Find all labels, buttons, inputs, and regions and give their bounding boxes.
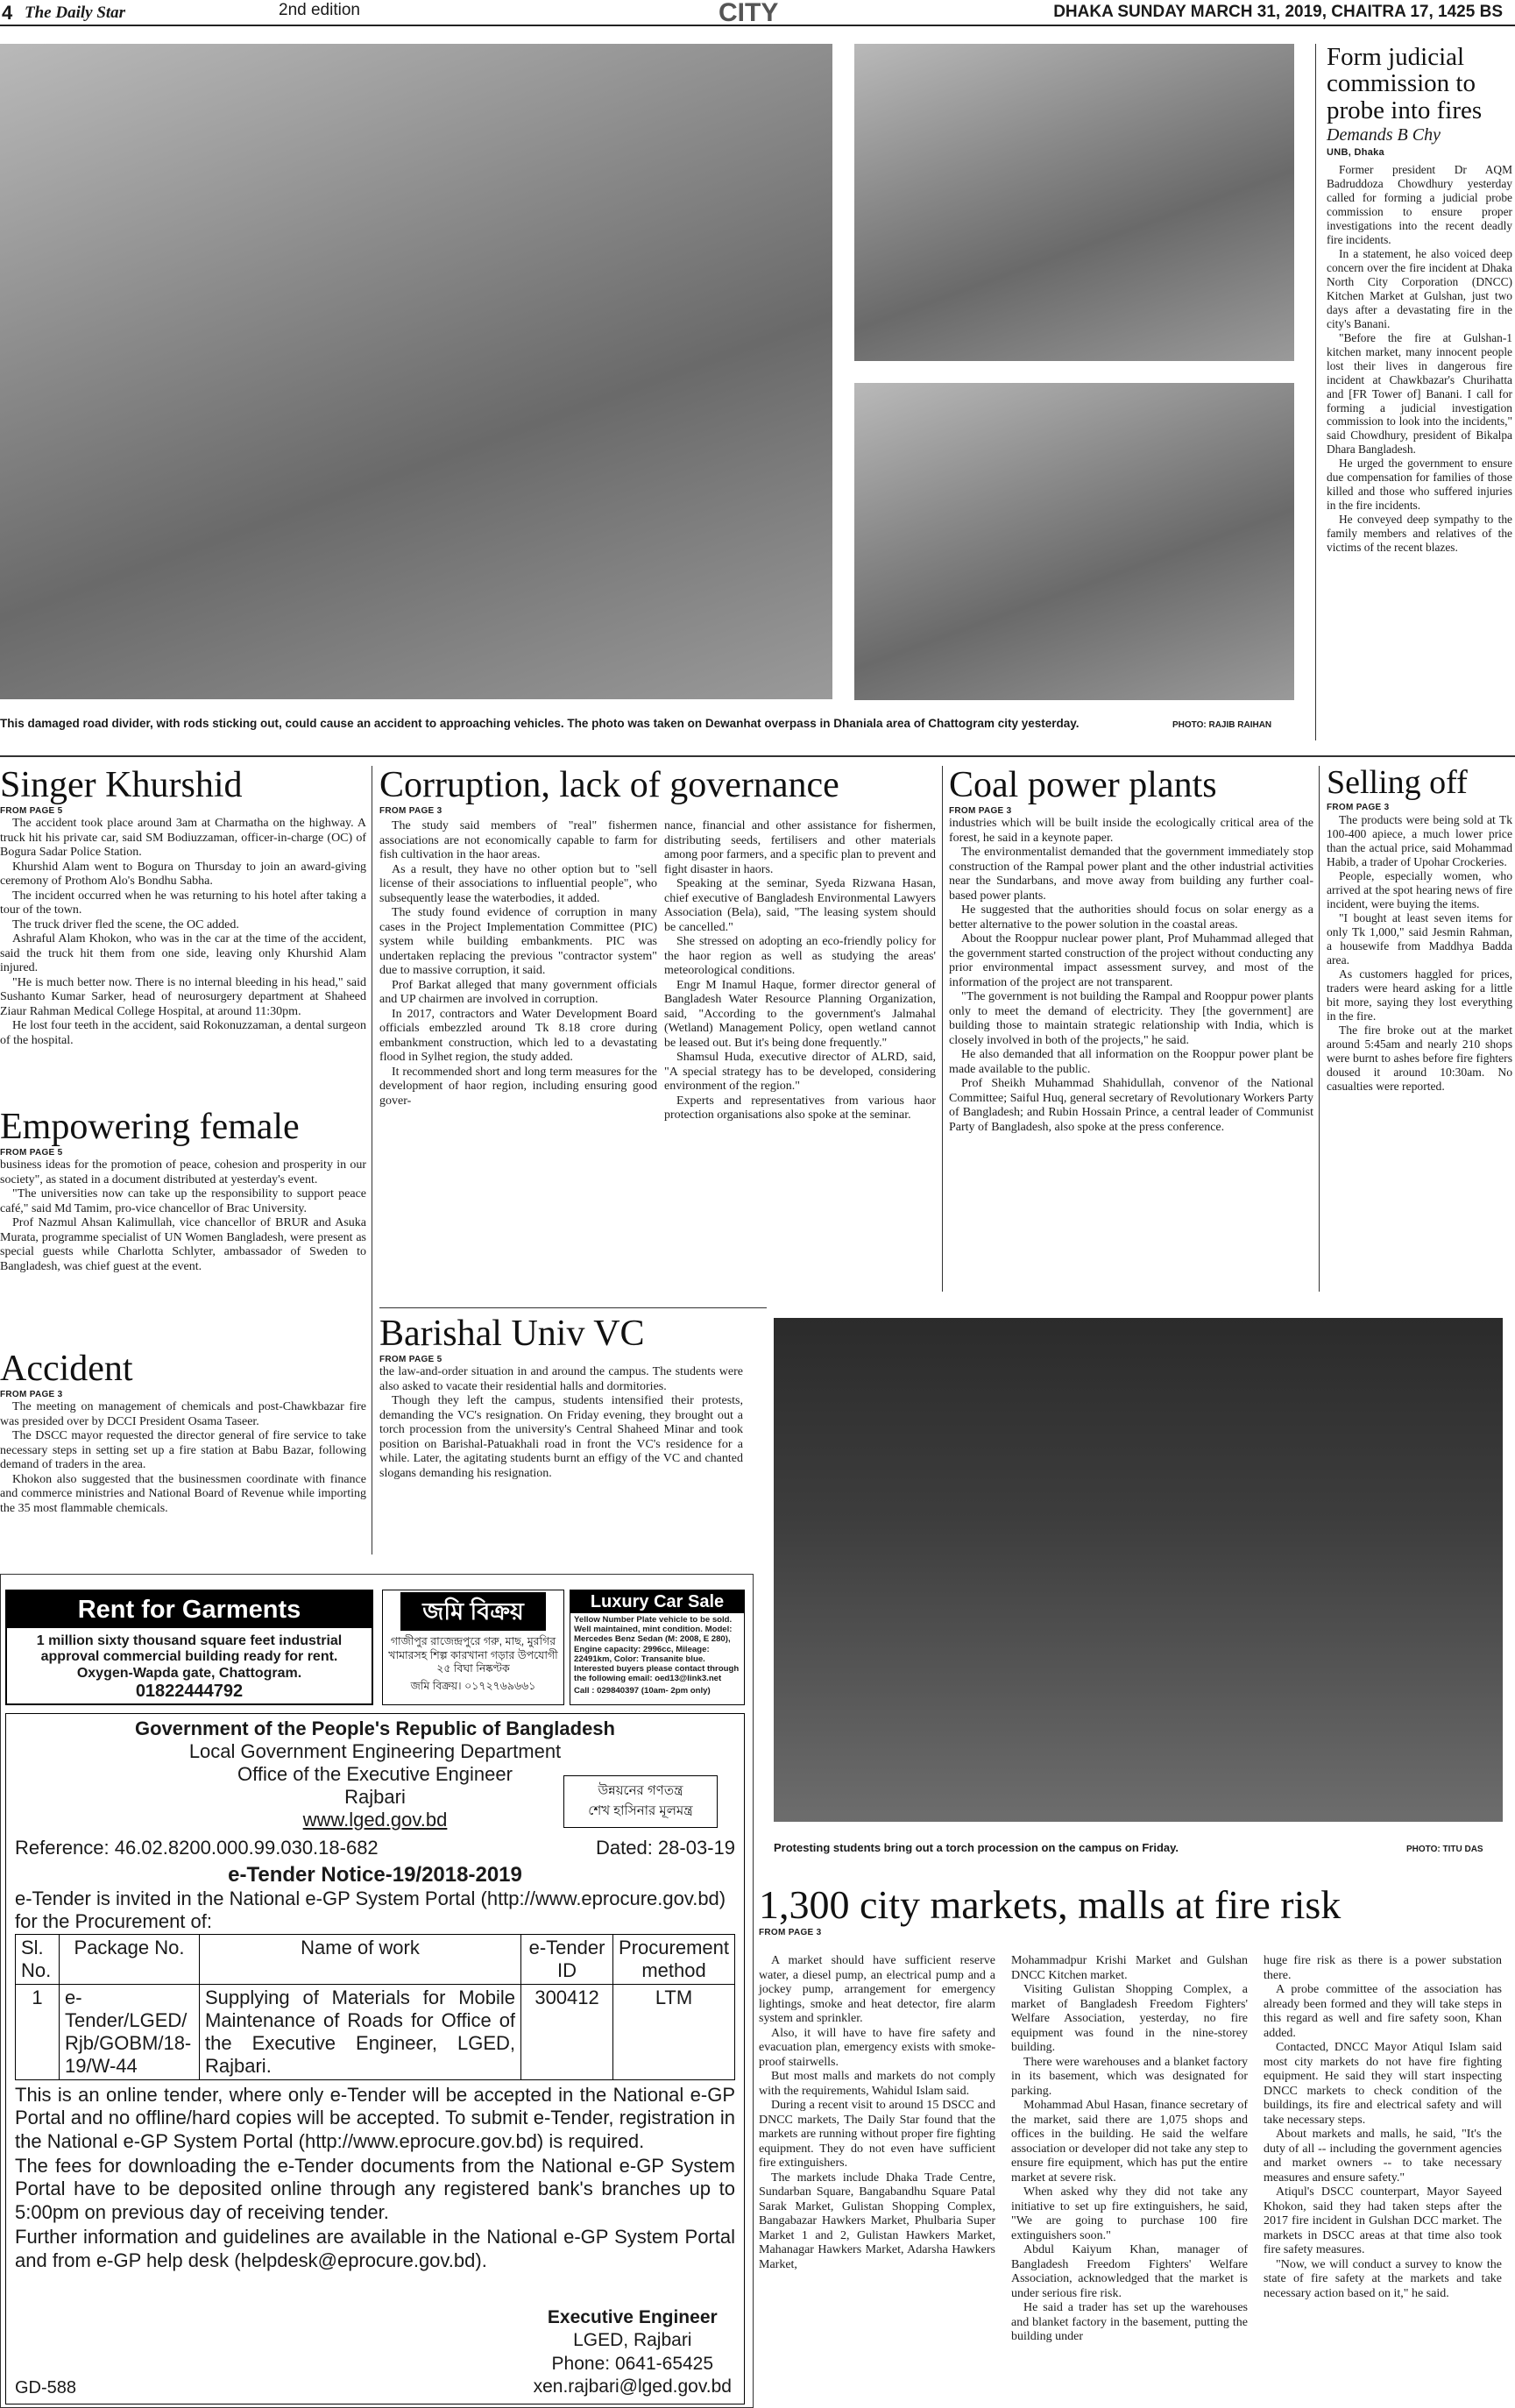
tender-signature — [534, 2306, 732, 2398]
markets-col-1 — [759, 1954, 995, 2272]
barishal-headline: Barishal Univ VC — [379, 1314, 645, 1354]
selling-headline: Selling off — [1327, 764, 1468, 801]
barishal-story — [379, 1314, 743, 1481]
land-sale-ad — [382, 1590, 564, 1705]
coal-body — [949, 817, 1313, 1135]
tender-table-wrap — [6, 1934, 744, 2080]
cell-method: LTM — [613, 1984, 735, 2079]
paragraph: "He is much better now. There is no internal bleeding in his head," said Sushanto Kumar Sarker, head of neurosurgery department at Shaheed Ziaur Rahman Medical College Hospital, at around 11:30pm. — [0, 975, 366, 1018]
cell-work: Supplying of Materials for Mobile Maintenance of Roads for Office of the Executive Engineer, LGED, Rajbari. — [200, 1984, 521, 2079]
paragraph: There were warehouses and a blanket factory in its basement, which was designated for parking. — [1011, 2055, 1248, 2098]
paragraph: "Now, we will conduct a survey to know the state of fire safety at the markets and take necessary action based on it," he said. — [1264, 2257, 1502, 2300]
selling-body — [1327, 813, 1512, 1094]
tender-para-2: The fees for downloading the e-Tender documents from the National e-GP System Portal have to be deposited online through any registered bank's branches up to 5:00pm on previous day of receiving tender. — [15, 2154, 735, 2223]
col-work: Name of work — [200, 1934, 521, 1984]
cell-tender-id: 300412 — [521, 1984, 613, 2079]
col-sl: Sl. No. — [16, 1934, 60, 1984]
paragraph: A probe committee of the association has already been formed and they will take steps in this regard as well and fire safety soon, Khan added. — [1264, 1983, 1502, 2040]
tender-para-1: This is an online tender, where only e-Tender will be accepted in the National e-GP Portal and no offline/hard copies will be accepted. To submit e-Tender, registration in the National e-GP System Portal (http://www.eprocure.gov.bd) is required. — [15, 2083, 735, 2152]
judicial-subhead: Demands B Chy — [1327, 125, 1441, 145]
paragraph: The environmentalist demanded that the government immediately stop construction of the Rampal power plant and the other industrial activities near the Sundarbans, and move away from building any further coal-based power plants. — [949, 846, 1313, 903]
paragraph: The products were being sold at Tk 100-400 apiece, a much lower price than the actual price, said Mohammad Habib, a trader of Upohar Crockeries. — [1327, 812, 1512, 868]
paragraph: As customers haggled for prices, traders were heard asking for a little bit more, saying they lost everything in the fire. — [1327, 967, 1512, 1023]
judicial-body — [1327, 163, 1512, 555]
sign-phone: Phone: 0641-65425 — [551, 2353, 714, 2374]
paragraph: Mohammad Abul Hasan, finance secretary of the market, said there are 1,075 shops and offices in the building. He said the welfare association or developer did not take any step to ensure fire equipment, which has put the entire market at severe risk. — [1011, 2099, 1248, 2185]
column-divider — [1315, 44, 1316, 740]
markets-story — [759, 1884, 1512, 1938]
paragraph: A market should have sufficient reserve water, a diesel pump, an electrical pump and a jockey pump, arrangement for emergency lightings, smoke and heat detector, fire alarm system and sprinkler. — [759, 1954, 995, 2026]
col-method: Procurement method — [613, 1934, 735, 1984]
accident-headline: Accident — [0, 1349, 133, 1389]
paragraph: Though they left the campus, students intensified their protests, demanding the VC's resignation. On Friday evening, they brought out a torch procession from the university's Central Shaheed Minar and took position on Barishal-Patuakhali road in front the VC's residence for a while. Later, the agitating students burnt an effigy of the VC and chanted slogans demanding his resignation. — [379, 1394, 743, 1480]
tender-gd-number: GD-588 — [15, 2378, 77, 2397]
slogan-line: শেখ হাসিনার মূলমন্ত্র — [588, 1802, 693, 1818]
story-source: FROM PAGE 3 — [949, 806, 1012, 817]
tender-reference: Reference: 46.02.8200.000.99.030.18-682 — [15, 1837, 379, 1859]
judicial-headline: Form judicial commission to probe into fires — [1327, 43, 1483, 124]
top-photo-caption: This damaged road divider, with rods sticking out, could cause an accident to approaching vehicles. The photo was taken on Dewanhat overpass in Dhaniala area of Chattogram city yesterday. — [0, 717, 1080, 730]
markets-col-2 — [1011, 1954, 1248, 2345]
corruption-story — [379, 766, 951, 817]
accident-story — [0, 1349, 366, 1516]
tender-place: Rajbari — [344, 1786, 406, 1808]
story-source: FROM PAGE 3 — [1327, 802, 1390, 812]
horizontal-divider — [0, 755, 1515, 757]
paragraph: The fire broke out at the market around 5:45am and nearly 210 shops were burnt to ashes before fire fighters doused it around 10:30am. No casualties were reported. — [1327, 1023, 1512, 1094]
paragraph: Visiting Gulistan Shopping Complex, a market of Bangladesh Freedom Fighters' Welfare Association, yesterday, no fire equipment was found in the nine-storey building. — [1011, 1983, 1248, 2055]
col-package: Package No. — [60, 1934, 200, 1984]
coal-headline: Coal power plants — [949, 765, 1217, 805]
tender-office: Office of the Executive Engineer — [237, 1763, 513, 1785]
paragraph: The accident took place around 3am at Charmatha on the highway. A truck hit his private car, said SM Bodiuzzaman, officer-in-charge (OC) of Bogura Sadar Police Station. — [0, 817, 366, 860]
paragraph: Engr M Inamul Haque, former director general of Bangladesh Water Resource Planning Organization, said, "According to the government's Jalmahal (Wetland) Management Policy, open wetland cannot be leased out. But it's being done frequently." — [664, 978, 936, 1050]
paragraph: "Before the fire at Gulshan-1 kitchen market, many innocent people lost their lives in dangerous fire incident at Chawkbazar's Churihatta and [FR Tower of] Banani. I call for forming a judicial investigation commission to look into the incidents," said Chowdhury, president of Bikalpa Dhara Bangladesh. — [1327, 330, 1512, 457]
paragraph: People, especially women, who arrived at the spot hearing news of fire incident, were buying the items. — [1327, 869, 1512, 911]
paragraph: the law-and-order situation in and around the campus. The students were also asked to vacate their residential halls and dormitories. — [379, 1365, 743, 1393]
empowering-body — [0, 1158, 366, 1274]
paragraph: In 2017, contractors and Water Development Board officials embezzled around Tk 8.18 crore during embankment construction, which led to a devastating flood in Sylhet region, the study added. — [379, 1007, 657, 1065]
story-source: FROM PAGE 5 — [379, 1355, 442, 1365]
paragraph: "I bought at least seven items for only Tk 1,000," said Jesmin Rahman, a housewife from Maddhya Badda area. — [1327, 911, 1512, 967]
masthead — [0, 0, 1515, 26]
story-source: FROM PAGE 3 — [759, 1928, 822, 1938]
paragraph: Khurshid Alam went to Bogura on Thursday to join an award-giving ceremony of Prothom Alo's Bondhu Sabha. — [0, 860, 366, 889]
table-header-row — [16, 1934, 735, 1984]
torch-photo-caption: Protesting students bring out a torch procession on the campus on Friday. — [774, 1841, 1179, 1854]
paragraph: Prof Sheikh Muhammad Shahidullah, convenor of the National Committee; Saiful Huq, general secretary of Revolutionary Workers Party of Bangladesh; and Rubin Hossain Prince, a central leader of Communist Party of Bangladesh, also spoke at the press conference. — [949, 1077, 1313, 1134]
car-ad-call: Call : 029840397 (10am- 2pm only) — [574, 1685, 711, 1696]
car-ad-title: Luxury Car Sale — [570, 1590, 744, 1613]
paragraph: In a statement, he also voiced deep concern over the fire incident at Dhaka North City Corporation (DNCC) Kitchen Market at Gulshan, just two days after a devastating fire in the city's Banani. — [1327, 247, 1512, 330]
tender-para-3: Further information and guidelines are available in the National e-GP System Portal and from e-GP help desk (helpdesk@eprocure.gov.bd). — [15, 2226, 735, 2271]
rent-ad-text: 1 million sixty thousand square feet industrial approval commercial building ready for rent. Oxygen-Wapda gate, Chattogram. — [36, 1633, 343, 1681]
paragraph: As a result, they have no other option but to "sell license of their associations to influential people", who subsequently lease the waterbodies, it added. — [379, 862, 657, 905]
corruption-col-1 — [379, 819, 657, 1108]
paragraph: Experts and representatives from various haor protection organisations also spoke at the seminar. — [664, 1094, 936, 1123]
paragraph: Prof Nazmul Ahsan Kalimullah, vice chancellor of BRUR and Asuka Murata, programme specialist of UN Women Bangladesh, were present as special guests while Charlotta Schlyter, ambassador of Sweden to Bangladesh, was chief guest at the event. — [0, 1216, 366, 1273]
paragraph: He lost four teeth in the accident, said Rokonuzzaman, a dental surgeon of the hospital. — [0, 1019, 366, 1047]
khurshid-story — [0, 766, 366, 1048]
coal-story — [949, 766, 1313, 1135]
judicial-dateline: UNB, Dhaka — [1327, 147, 1384, 159]
paragraph: It recommended short and long term measures for the development of haor region, including ensuring good gover- — [379, 1065, 657, 1108]
cell-sl: 1 — [16, 1984, 60, 2079]
corruption-col-2 — [664, 819, 936, 1123]
story-source: FROM PAGE 3 — [0, 1390, 63, 1400]
tender-ref-row — [6, 1831, 744, 1859]
paragraph: Mohammadpur Krishi Market and Gulshan DNCC Kitchen market. — [1011, 1954, 1248, 1982]
section-title: CITY — [719, 0, 779, 27]
accident-body — [0, 1400, 366, 1516]
paragraph: But most malls and markets do not comply with the requirements, Wahidul Islam said. — [759, 2070, 995, 2098]
paragraph: He suggested that the authorities should focus on solar energy as a better alternative to the power solution in the coastal areas. — [949, 903, 1313, 931]
car-sale-ad — [570, 1590, 745, 1705]
land-ad-text: গাজীপুর রাজেন্দ্রপুরে গরু, মাছ, মুরগির খামারসহ শিল্প কারখানা গড়ার উপযোগী ২৫ বিঘা নিষ্কণ্টক — [388, 1635, 558, 1675]
tender-notice-title: e-Tender Notice-19/2018-2019 — [228, 1863, 522, 1887]
tender-notice — [5, 1713, 745, 2404]
sign-email: xen.rajbari@lged.gov.bd — [533, 2376, 732, 2397]
slogan-line: উন্নয়নের গণতন্ত্র — [598, 1783, 683, 1798]
horizontal-divider — [379, 1307, 767, 1308]
story-source: FROM PAGE 5 — [0, 806, 63, 817]
torch-procession-photo — [774, 1318, 1503, 1822]
paragraph: About markets and malls, he said, "It's the duty of all -- including the government agencies and market owners -- to take necessary measures and ensure safety." — [1264, 2128, 1502, 2185]
story-source: FROM PAGE 5 — [0, 1148, 63, 1158]
table-row — [16, 1984, 735, 2079]
paragraph: During a recent visit to around 15 DSCC and DNCC markets, The Daily Star found that the markets are running without proper fire fighting equipment. They do not even have sufficient fire extinguishers. — [759, 2099, 995, 2171]
sign-title: Executive Engineer — [547, 2307, 718, 2327]
car-ad-text: Yellow Number Plate vehicle to be sold. Well maintained, mint condition. Model: Mercedes Benz Sedan (M: 2008, E 280), Engine capacity: 2996cc, Mileage: 22491km, Color: Transanite blue. Interested buyers please contact through the following email: oed13@link3.net — [574, 1615, 740, 1684]
rent-ad — [5, 1590, 373, 1705]
paragraph: Prof Barkat alleged that many government officials and UP chairmen are involved in corruption. — [379, 978, 657, 1007]
barishal-body — [379, 1365, 743, 1481]
khurshid-body — [0, 817, 366, 1048]
tender-gov: Government of the People's Republic of Bangladesh — [135, 1717, 615, 1739]
paragraph: He conveyed deep sympathy to the family members and relatives of the victims of the recent blazes. — [1327, 513, 1512, 555]
paragraph: Former president Dr AQM Badruddoza Chowdhury yesterday called for forming a judicial probe commission to ensure proper investigations into the recent deadly fire incidents. — [1327, 163, 1512, 247]
paragraph: The study said members of "real" fishermen associations are not economically capable to farm for fish cultivation in the haor areas. — [379, 819, 657, 862]
tender-dept: Local Government Engineering Department — [188, 1740, 562, 1762]
tender-intro: e-Tender is invited in the National e-GP System Portal (http://www.eprocure.gov.bd) for the Procurement of: — [15, 1887, 726, 1933]
paragraph: industries which will be built inside the ecologically critical area of the forest, he said in a keynote paper. — [949, 817, 1313, 845]
paragraph: He also demanded that all information on the Rooppur power plant be made available to the public. — [949, 1048, 1313, 1076]
sign-org: LGED, Rajbari — [573, 2330, 692, 2351]
paragraph: When asked why they did not take any initiative to set up fire extinguishers, he said, "We are going to purchase 100 fire extinguishers soon." — [1011, 2185, 1248, 2242]
column-divider — [1319, 766, 1320, 1292]
page-number: 4 — [2, 2, 13, 24]
empowering-story — [0, 1108, 366, 1274]
paragraph: The truck driver fled the scene, the OC added. — [12, 917, 239, 931]
judicial-story — [1327, 44, 1512, 555]
paragraph: Ashraful Alam Khokon, who was in the car at the time of the accident, said the truck hit them from one side, leaving only Khurshid Alam injured. — [0, 932, 366, 975]
rent-ad-phone: 01822444792 — [135, 1682, 244, 1702]
paragraph: Khokon also suggested that the businessmen coordinate with finance and commerce ministries and National Board of Revenue while importing the 35 most flammable chemicals. — [0, 1472, 366, 1515]
paragraph: "The government is not building the Rampal and Rooppur power plants only to meet the demand of electricity. They [the government] are building those to maintain strategic relationship with India, which is closely involved in both of the projects," he said. — [949, 990, 1313, 1047]
land-ad-title: জমি বিক্রয় — [400, 1592, 546, 1631]
paragraph: Shamsul Huda, executive director of ALRD, said, "A special strategy has to be developed, considering environment of the region." — [664, 1051, 936, 1094]
land-ad-contact: জমি বিক্রয়। ০১৭২৭৬৯৬৬১ — [410, 1679, 536, 1692]
paragraph: The study found evidence of corruption in many cases in the Project Implementation Committee (PIC) system while building embankments. PIC was undertaken replacing the previous "contractor system" due to massive corruption, it said. — [379, 906, 657, 978]
torch-photo-credit: PHOTO: TITU DAS — [1406, 1845, 1483, 1854]
paragraph: The DSCC mayor requested the director general of fire service to take necessary steps in setting set up a fire station at Babu Bazar, following demand of traders in the area. — [0, 1429, 366, 1472]
paragraph: She stressed on adopting an eco-friendly policy for the haor region as well as studying the areas' meteorological conditions. — [664, 935, 936, 978]
paragraph: Also, it will have to have fire safety and evacuation plan, emergency exists with smoke-proof stairwells. — [759, 2026, 995, 2069]
tender-slogan-box — [563, 1775, 718, 1828]
top-photo-credit: PHOTO: RAJIB RAIHAN — [1172, 720, 1272, 730]
paragraph: Speaking at the seminar, Syeda Rizwana Hasan, chief executive of Bangladesh Environmental Lawyers Association (Bela), said, "The leasing system should be cancelled." — [664, 877, 936, 934]
paragraph: Abdul Kaiyum Khan, manager of Bangladesh Freedom Fighters' Welfare Association, acknowledged that the market is under serious fire risk. — [1011, 2243, 1248, 2300]
selling-story — [1327, 766, 1512, 1094]
khurshid-headline: Singer Khurshid — [0, 765, 243, 805]
paragraph: About the Rooppur nuclear power plant, Prof Muhammad alleged that the government started construction of the project without conducting any prior environmental impact assessment survey, and most of the information of the project are not transparent. — [949, 932, 1313, 989]
paragraph: "The universities now can take up the responsibility to support peace café," said Md Tamim, pro-vice chancellor of Brac University. — [0, 1187, 366, 1215]
road-divider-photo-top-right — [854, 44, 1294, 361]
col-tender-id: e-Tender ID — [521, 1934, 613, 1984]
road-divider-photo-main — [0, 44, 832, 699]
rent-ad-title: Rent for Garments — [7, 1591, 372, 1628]
road-divider-photo-bottom-right — [854, 383, 1294, 700]
paragraph: The markets include Dhaka Trade Centre, Sundarban Square, Bangabandhu Square Patal Sarak Market, Gulistan Shopping Complex, Bangabazar Hawkers Market, Phulbaria Super Market 1 and 2, Gulistan Hawkers Market, Mahanagar Hawkers Market, Adarsha Hawkers Market, — [759, 2171, 995, 2271]
column-divider — [942, 766, 943, 1292]
paragraph: Atiqul's DSCC counterpart, Mayor Sayeed Khokon, said they had taken steps after the 2017 fire incident in Gulshan DCC market. The markets in DSCC areas at that time also took fire safety measures. — [1264, 2185, 1502, 2257]
markets-headline: 1,300 city markets, malls at fire risk — [759, 1882, 1342, 1927]
edition-label: 2nd edition — [279, 1, 360, 19]
empowering-headline: Empowering female — [0, 1107, 300, 1147]
corruption-headline: Corruption, lack of governance — [379, 765, 839, 805]
paragraph: He said a trader has set up the warehouses and blanket factory in the basement, putting the building under — [1011, 2301, 1248, 2344]
paper-name: The Daily Star — [25, 4, 126, 22]
paragraph: The meeting on management of chemicals and post-Chawkbazar fire was presided over by DCCI President Osama Taseer. — [0, 1400, 366, 1428]
paragraph: business ideas for the promotion of peace, cohesion and prosperity in our society", as stated in a document distributed at yesterday's event. — [0, 1158, 366, 1186]
cell-package: e-Tender/LGED/ Rjb/GOBM/18- 19/W-44 — [60, 1984, 200, 2079]
paragraph: nance, financial and other assistance for fishermen, distributing seeds, fertilisers and other materials among poor farmers, and a specific plan to prevent and fight disaster in haors. — [664, 819, 936, 876]
tender-table — [15, 1934, 735, 2080]
paragraph: Contacted, DNCC Mayor Atiqul Islam said most city markets do not have fire fighting equipment. He said they will start inspecting DNCC markets to check condition of the buildings, its fire and electrical safety and will take necessary steps. — [1264, 2041, 1502, 2127]
markets-col-3 — [1264, 1954, 1502, 2301]
story-source: FROM PAGE 3 — [379, 806, 442, 817]
date-line: DHAKA SUNDAY MARCH 31, 2019, CHAITRA 17, 1425 BS — [1053, 3, 1503, 21]
paragraph: The incident occurred when he was returning to his hotel after taking a tour of the town. — [0, 889, 366, 917]
tender-dated: Dated: 28-03-19 — [596, 1837, 735, 1859]
tender-website-link[interactable]: www.lged.gov.bd — [302, 1809, 448, 1831]
paragraph: huge fire risk as there is a power substation there. — [1264, 1954, 1502, 1982]
paragraph: He urged the government to ensure due compensation for families of those killed and those who suffered injuries in the fire incidents. — [1327, 457, 1512, 513]
